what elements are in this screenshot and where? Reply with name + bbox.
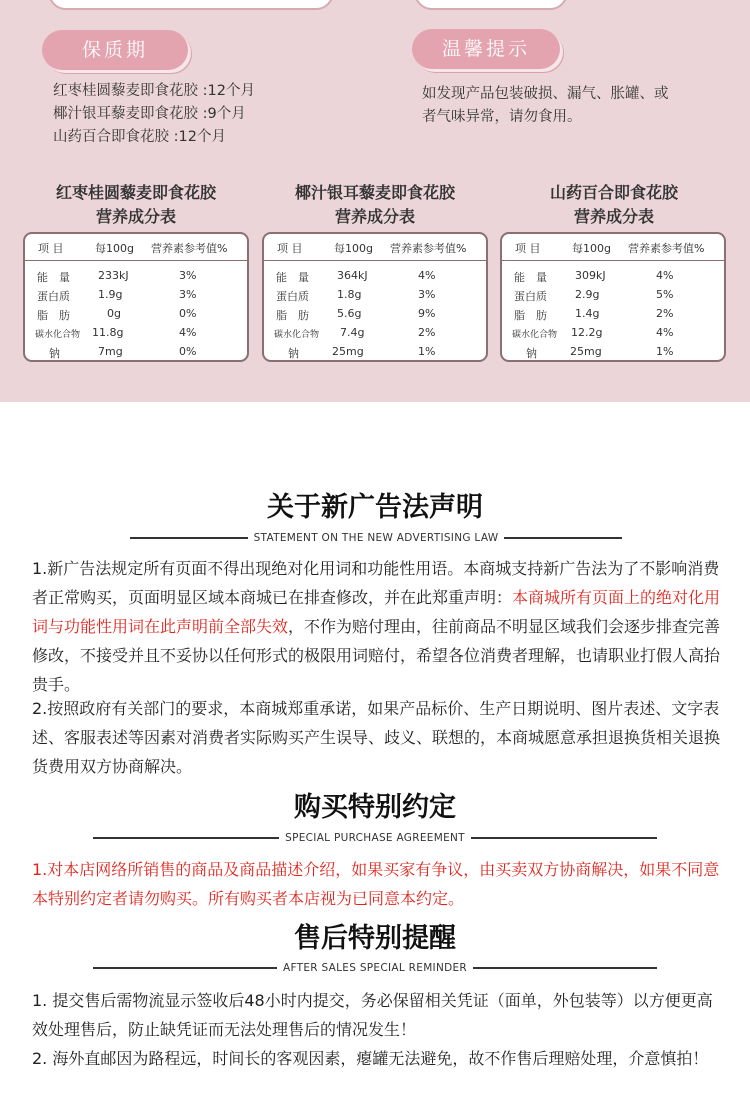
after-sales-title: 售后特别提醒: [294, 923, 456, 954]
nutrition-header-row: [264, 234, 486, 261]
row-label: 脂 肪: [514, 309, 547, 322]
row-label: 能 量: [37, 271, 70, 284]
divider-line: [93, 967, 277, 969]
header-item: 项 目: [38, 242, 64, 255]
row-label: 碳水化合物: [35, 330, 81, 340]
row-nrv: 1%: [656, 345, 674, 358]
row-value: 7.4g: [340, 326, 365, 339]
row-value: 1.4g: [575, 307, 600, 320]
tips-text: [422, 83, 669, 129]
row-label: 钠: [49, 347, 60, 360]
row-label: 能 量: [276, 271, 309, 284]
tips-line: 者气味异常，请勿食用。: [422, 109, 582, 125]
divider-line: [93, 837, 279, 839]
shelf-life-label: 保质期: [42, 30, 188, 70]
nutrition-table-3: [500, 232, 726, 362]
nutrition-row: [264, 286, 486, 305]
row-nrv: 3%: [418, 288, 436, 301]
header-item: 项 目: [515, 242, 541, 255]
nutrition-table-2: [262, 232, 488, 362]
row-nrv: 3%: [179, 269, 197, 282]
row-label: 钠: [288, 347, 299, 360]
ad-law-subtitle-rule: [130, 530, 622, 546]
row-label: 能 量: [514, 271, 547, 284]
row-value: 1.9g: [98, 288, 123, 301]
row-value: 25mg: [570, 345, 602, 358]
nutrition-row: [25, 305, 247, 324]
nutrition-row: [25, 267, 247, 286]
after-sales-subtitle: AFTER SALES SPECIAL REMINDER: [282, 962, 468, 974]
nutrition-header-row: [502, 234, 724, 261]
nutrition-row: [502, 324, 724, 343]
nutrition-title-1: [21, 181, 251, 229]
row-value: 2.9g: [575, 288, 600, 301]
divider-line: [471, 837, 657, 839]
purchase-title: 购买特别约定: [294, 792, 456, 823]
row-label: 蛋白质: [37, 290, 70, 303]
row-nrv: 0%: [179, 307, 197, 320]
top-card-left: [48, 0, 334, 10]
row-value: 11.8g: [92, 326, 124, 339]
nutrition-row: [25, 343, 247, 362]
row-label: 脂 肪: [276, 309, 309, 322]
row-label: 碳水化合物: [274, 330, 320, 340]
purchase-subtitle: SPECIAL PURCHASE AGREEMENT: [285, 832, 465, 844]
row-nrv: 5%: [656, 288, 674, 301]
row-nrv: 1%: [418, 345, 436, 358]
nutrition-row: [264, 343, 486, 362]
row-label: 钠: [526, 347, 537, 360]
row-nrv: 4%: [179, 326, 197, 339]
ad-law-text: ，不作为赔付理由，往前商品不明显区域我们会逐步排查完善修改，不接受并且不妥协以任何形式的极限用词赔付，希望各位消费者理解，也请职业打假人高抬贵手。: [32, 617, 721, 694]
row-nrv: 0%: [179, 345, 197, 358]
purchase-subtitle-rule: [93, 830, 657, 846]
ad-law-paragraph-2: 2.按照政府有关部门的要求，本商城郑重承诺，如果产品标价、生产日期说明、图片表述、文字表述、客服表述等因素对消费者实际购买产生误导、歧义、联想的，本商城愿意承担退换货相关退换货费用双方协商解决。: [32, 699, 721, 776]
divider-line: [130, 537, 248, 539]
ad-law-subtitle: STATEMENT ON THE NEW ADVERTISING LAW: [253, 532, 499, 544]
row-value: 25mg: [332, 345, 364, 358]
nutrition-product-name: 山药百合即食花胶: [549, 183, 678, 202]
shelf-life-item: 椰汁银耳藜麦即食花胶 :9个月: [53, 106, 246, 122]
nutrition-row: [502, 305, 724, 324]
row-label: 脂 肪: [37, 309, 70, 322]
nutrition-row: [25, 324, 247, 343]
header-nrv: 营养素参考值%: [151, 242, 228, 255]
top-card-right: [414, 0, 568, 10]
header-item: 项 目: [277, 242, 303, 255]
purchase-section: [0, 791, 750, 825]
after-sales-paragraph-1: 1. 提交售后需物流显示签收后48小时内提交，务必保留相关凭证（面单，外包装等）以方便更高效处理售后，防止缺凭证而无法处理售后的情况发生！: [32, 991, 713, 1039]
row-value: 7mg: [98, 345, 123, 358]
row-value: 0g: [107, 307, 121, 320]
row-value: 5.6g: [337, 307, 362, 320]
shelf-life-item: 红枣桂圆藜麦即食花胶 :12个月: [53, 83, 255, 99]
divider-line: [504, 537, 622, 539]
row-label: 蛋白质: [276, 290, 309, 303]
nutrition-row: [25, 286, 247, 305]
header-per100g: 每100g: [572, 242, 611, 255]
header-nrv: 营养素参考值%: [390, 242, 467, 255]
row-nrv: 9%: [418, 307, 436, 320]
row-nrv: 4%: [656, 269, 674, 282]
ad-law-section: [0, 491, 750, 525]
ad-law-paragraph-1: [32, 554, 722, 699]
row-label: 蛋白质: [514, 290, 547, 303]
row-nrv: 2%: [418, 326, 436, 339]
divider-line: [473, 967, 657, 969]
nutrition-title-3: [499, 181, 729, 229]
nutrition-title-2: [260, 181, 490, 229]
after-sales-section: [0, 922, 750, 956]
nutrition-header-row: [25, 234, 247, 261]
nutrition-table-label: 营养成分表: [95, 207, 176, 226]
row-nrv: 4%: [656, 326, 674, 339]
row-nrv: 4%: [418, 269, 436, 282]
nutrition-row: [502, 343, 724, 362]
nutrition-table-label: 营养成分表: [334, 207, 415, 226]
row-value: 1.8g: [337, 288, 362, 301]
row-value: 309kJ: [575, 269, 606, 282]
nutrition-table-1: [23, 232, 249, 362]
row-value: 233kJ: [98, 269, 129, 282]
ad-law-highlight: 本商城所有页面上的绝对化用词与功能性用词在此声明前全部失效: [32, 588, 721, 636]
nutrition-product-name: 椰汁银耳藜麦即食花胶: [294, 183, 455, 202]
ad-law-text: 1.新广告法规定所有页面不得出现绝对化用词和功能性用语。本商城支持新广告法为了不影响消费者正常购买，页面明显区域本商城已在排查修改，并在此郑重声明：: [32, 559, 720, 607]
after-sales-paragraph-2: 2. 海外直邮因为路程远，时间长的客观因素，瘪罐无法避免，故不作售后理赔处理，介意慎拍！: [32, 1049, 709, 1068]
tips-label: 温馨提示: [412, 29, 560, 69]
ad-law-title: 关于新广告法声明: [267, 492, 483, 523]
nutrition-table-label: 营养成分表: [573, 207, 654, 226]
shelf-life-list: [53, 80, 255, 149]
nutrition-product-name: 红枣桂圆藜麦即食花胶: [55, 183, 216, 202]
nutrition-row: [264, 267, 486, 286]
header-per100g: 每100g: [334, 242, 373, 255]
purchase-paragraph: 1.对本店网络所销售的商品及商品描述介绍，如果买家有争议，由买卖双方协商解决，如果不同意本特别约定者请勿购买。所有购买者本店视为已同意本约定。: [32, 860, 720, 908]
header-nrv: 营养素参考值%: [628, 242, 705, 255]
tips-line: 如发现产品包装破损、漏气、胀罐、或: [422, 86, 669, 102]
nutrition-row: [264, 324, 486, 343]
row-nrv: 2%: [656, 307, 674, 320]
row-nrv: 3%: [179, 288, 197, 301]
after-sales-subtitle-rule: [93, 960, 657, 976]
nutrition-row: [502, 286, 724, 305]
header-per100g: 每100g: [95, 242, 134, 255]
nutrition-row: [264, 305, 486, 324]
product-info-panel: [0, 0, 750, 402]
row-label: 碳水化合物: [512, 330, 558, 340]
nutrition-row: [502, 267, 724, 286]
row-value: 364kJ: [337, 269, 368, 282]
shelf-life-item: 山药百合即食花胶 :12个月: [53, 129, 226, 145]
row-value: 12.2g: [571, 326, 603, 339]
